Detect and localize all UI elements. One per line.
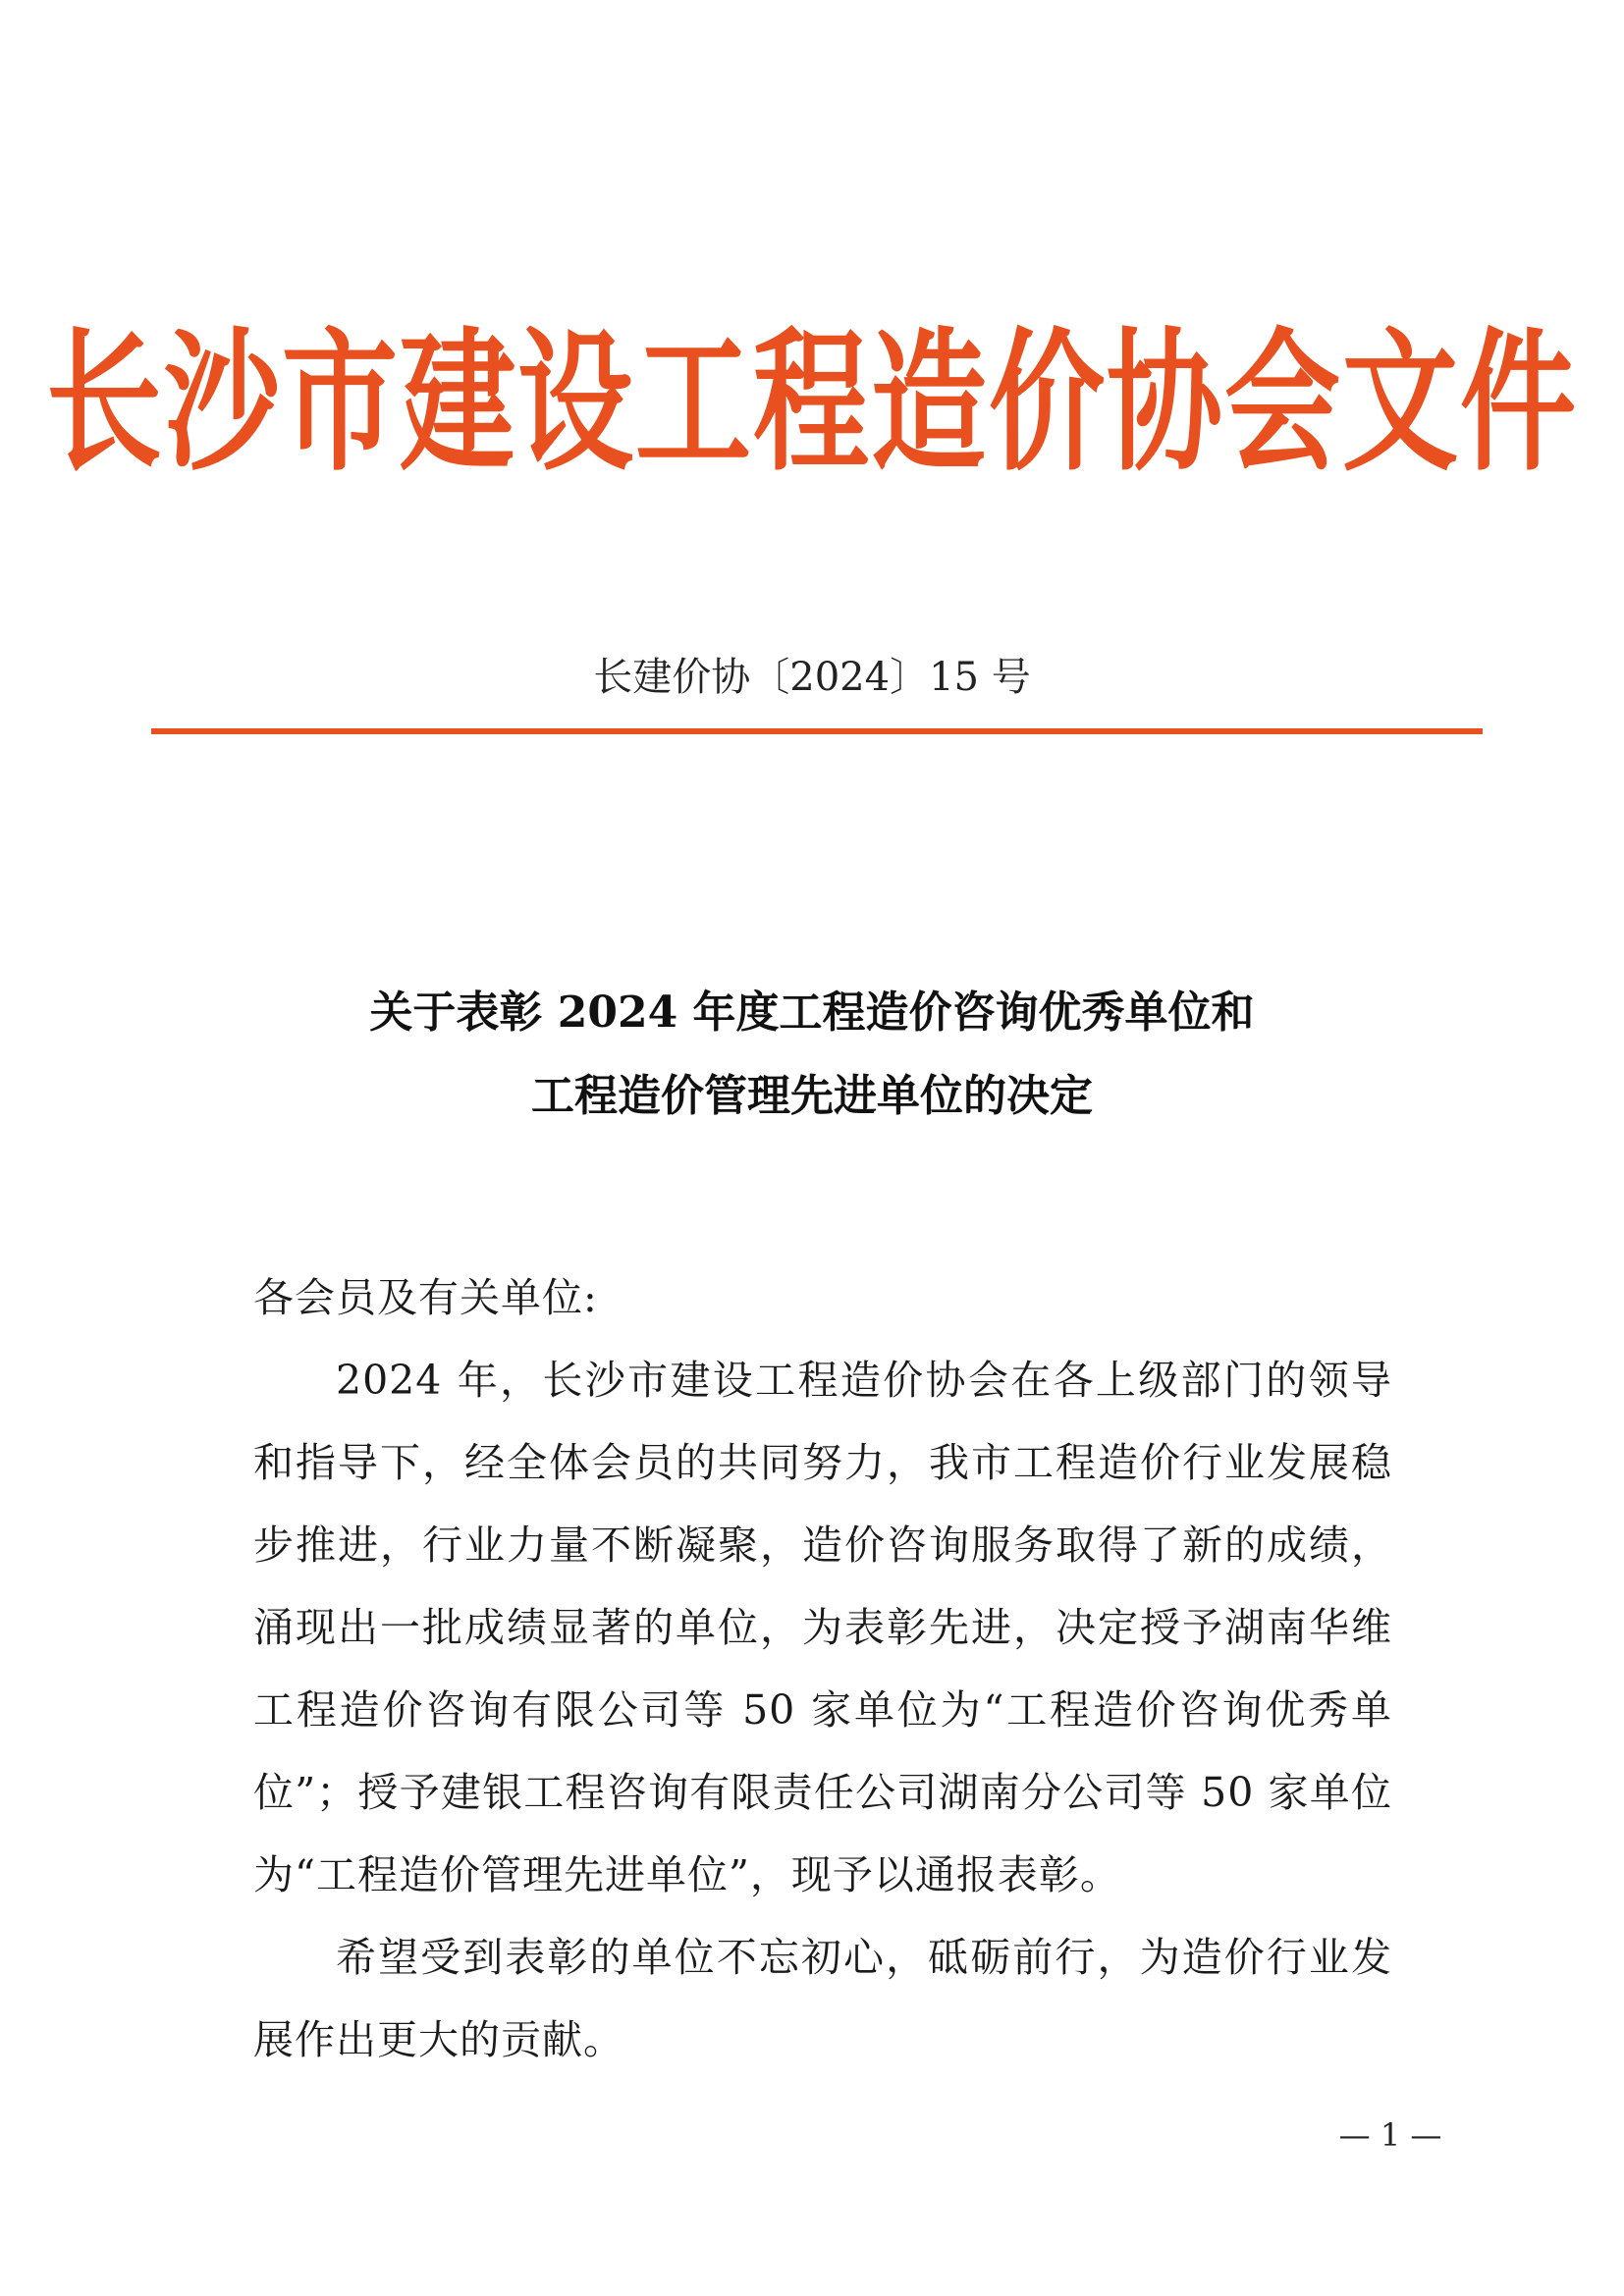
body-paragraph-1: 2024 年，长沙市建设工程造价协会在各上级部门的领导和指导下，经全体会员的共同努力，我市工程造价行业发展稳步推进，行业力量不断凝聚，造价咨询服务取得了新的成绩，涌现出一批成绩显著的单位，为表彰先进，决定授予湖南华维工程造价咨询有限公司等 50 家单位为“工程造价咨询优秀单位”；授予建银工程咨询有限责任公司湖南分公司等 50 家单位为“工程造价管理先进单位”，现予以通报表彰。	[253, 1357, 1392, 1898]
document-title-line-1: 关于表彰 2024 年度工程造价咨询优秀单位和	[369, 988, 1255, 1038]
document-header-title: 长沙市建设工程造价协会文件	[45, 312, 1578, 493]
page-number: — 1 —	[1338, 2116, 1442, 2154]
salutation: 各会员及有关单位:	[253, 1274, 598, 1321]
document-number: 长建价协〔2024〕15 号	[593, 655, 1031, 700]
body-paragraph-2: 希望受到表彰的单位不忘初心，砥砺前行，为造价行业发展作出更大的贡献。	[253, 1934, 1392, 2063]
header-divider-line	[151, 728, 1483, 734]
document-title-line-2: 工程造价管理先进单位的决定	[531, 1071, 1093, 1121]
